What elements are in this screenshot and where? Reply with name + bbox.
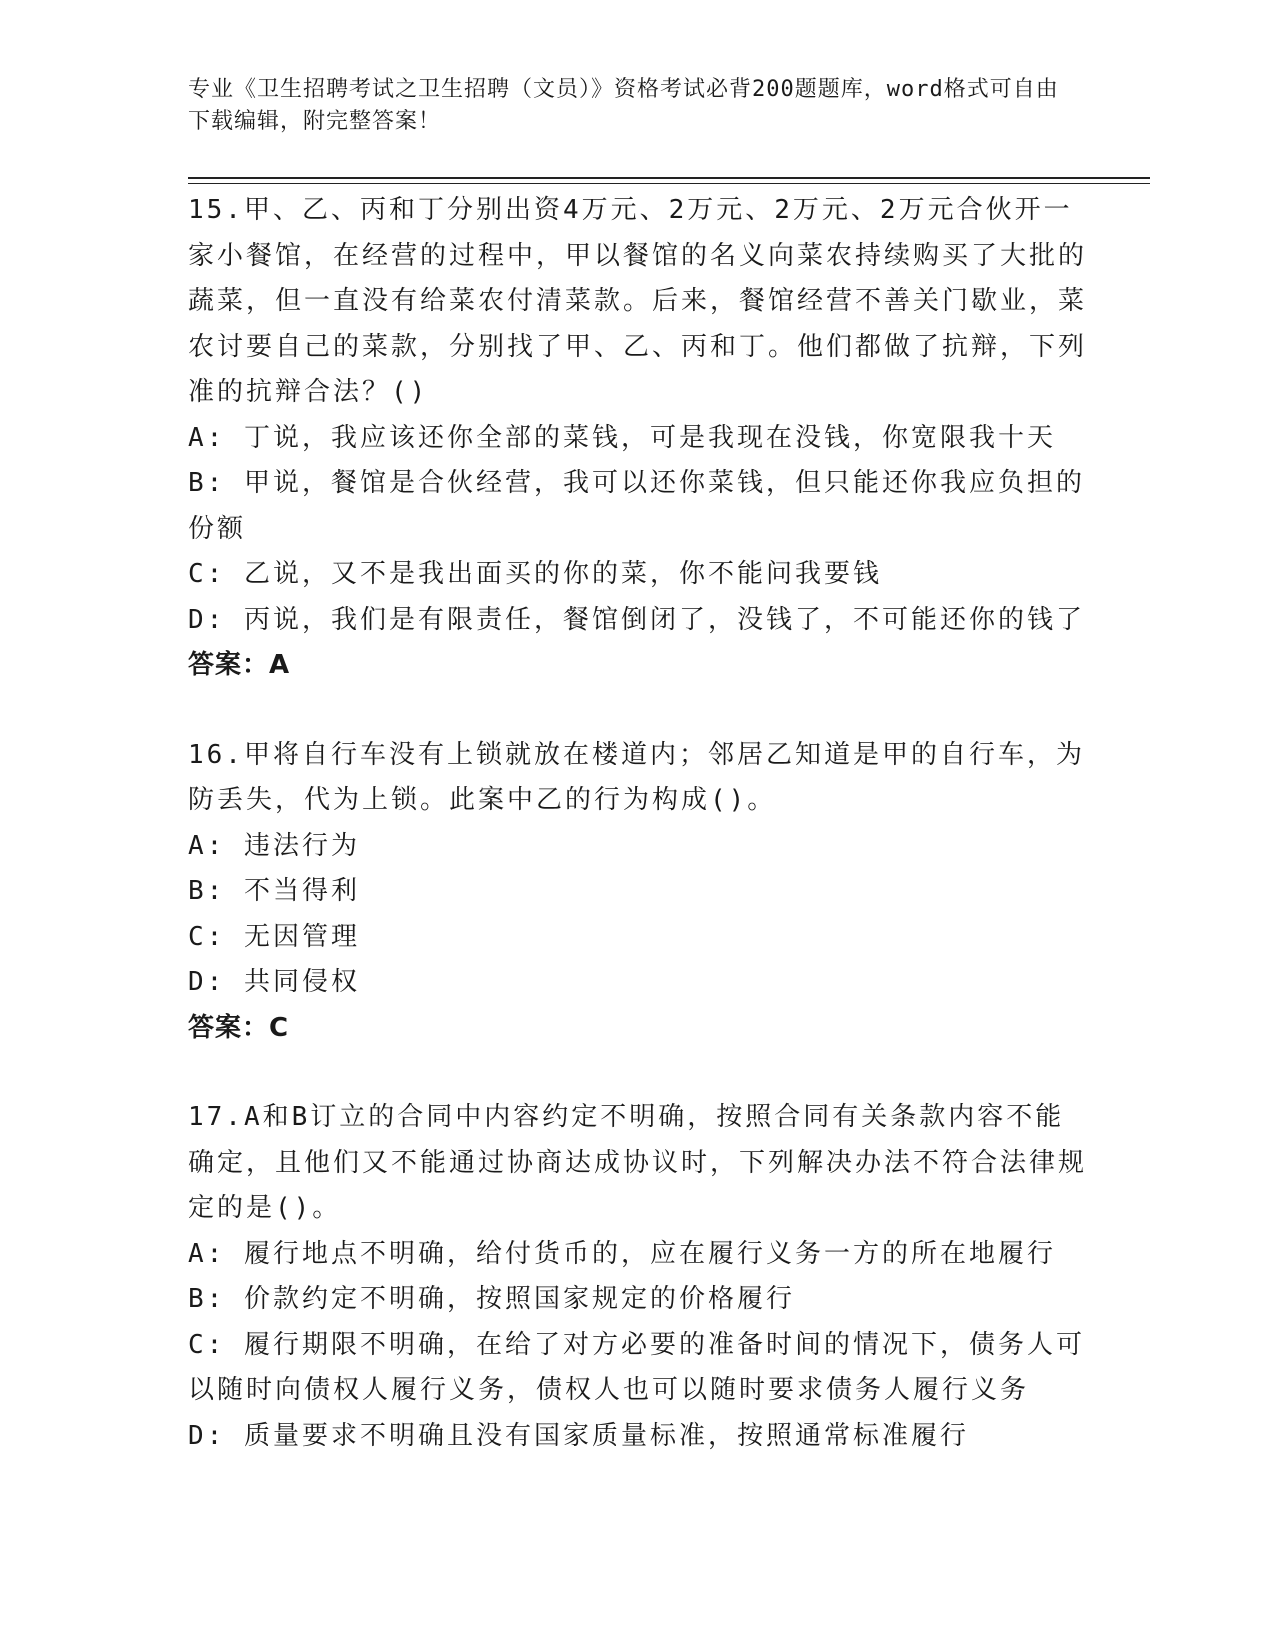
option-c: C: 乙说，又不是我出面买的你的菜，你不能问我要钱 (188, 559, 882, 589)
question-list (188, 188, 1088, 1503)
header-divider-thin (188, 183, 1150, 184)
question-15 (188, 188, 1088, 689)
option-b: B: 不当得利 (188, 876, 360, 906)
header-divider-thick (188, 177, 1150, 179)
document-header: 专业《卫生招聘考试之卫生招聘（文员）》资格考试必背200题题库，word格式可自由下载编辑，附完整答案！ (188, 77, 1059, 134)
option-d: D: 丙说，我们是有限责任，餐馆倒闭了，没钱了，不可能还你的钱了 (188, 604, 1085, 635)
answer: 答案：C (188, 1012, 290, 1043)
question-17 (188, 1095, 1088, 1459)
answer: 答案：A (188, 650, 291, 680)
option-a: A: 丁说，我应该还你全部的菜钱，可是我现在没钱，你宽限我十天 (188, 422, 1056, 453)
option-b: B: 价款约定不明确，按照国家规定的价格履行 (188, 1284, 795, 1314)
option-a: A: 履行地点不明确，给付货币的，应在履行义务一方的所在地履行 (188, 1238, 1056, 1269)
option-c: C: 履行期限不明确，在给了对方必要的准备时间的情况下，债务人可以随时向债权人履行义务，债权人也可以随时要求债务人履行义务 (188, 1329, 1085, 1405)
question-16 (188, 733, 1088, 1052)
option-a: A: 违法行为 (188, 830, 360, 861)
question-stem: 15.甲、乙、丙和丁分别出资4万元、2万元、2万元、2万元合伙开一家小餐馆，在经营的过程中，甲以餐馆的名义向菜农持续购买了大批的蔬菜，但一直没有给菜农付清菜款。后来，餐馆经营不善关门歇业，菜农讨要自己的菜款，分别找了甲、乙、丙和丁。他们都做了抗辩，下列准的抗辩合法？() (188, 195, 1088, 407)
question-stem: 16.甲将自行车没有上锁就放在楼道内；邻居乙知道是甲的自行车，为防丢失，代为上锁。此案中乙的行为构成()。 (188, 739, 1085, 815)
question-stem: 17.A和B订立的合同中内容约定不明确，按照合同有关条款内容不能确定，且他们又不能通过协商达成协议时，下列解决办法不符合法律规定的是()。 (188, 1102, 1088, 1223)
option-d: D: 共同侵权 (188, 967, 360, 997)
option-d: D: 质量要求不明确且没有国家质量标准，按照通常标准履行 (188, 1420, 969, 1451)
option-b: B: 甲说，餐馆是合伙经营，我可以还你菜钱，但只能还你我应负担的份额 (188, 468, 1085, 544)
option-c: C: 无因管理 (188, 921, 360, 952)
